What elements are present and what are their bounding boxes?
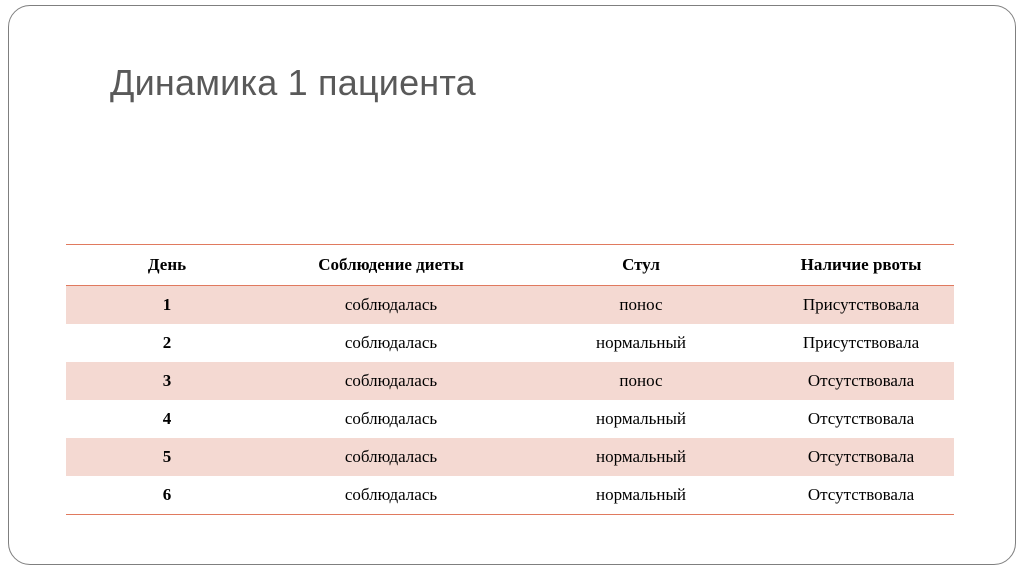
cell-diet: соблюдалась — [344, 409, 438, 428]
cell-vomit: Присутствовала — [802, 333, 920, 352]
cell-stool: нормальный — [595, 333, 687, 352]
patient-dynamics-table — [66, 244, 954, 515]
table-row — [66, 362, 954, 400]
table-row — [66, 400, 954, 438]
table-row — [66, 324, 954, 362]
table-row — [66, 286, 954, 325]
table-body — [66, 286, 954, 515]
cell-stool: понос — [619, 371, 663, 390]
cell-diet: соблюдалась — [344, 447, 438, 466]
cell-day: 2 — [162, 333, 172, 352]
cell-stool: нормальный — [595, 485, 687, 504]
cell-vomit: Отсутствовала — [807, 371, 915, 390]
header-stool: Стул — [622, 255, 660, 274]
header-diet: Соблюдение диеты — [318, 255, 464, 274]
cell-day: 3 — [162, 371, 172, 390]
cell-diet: соблюдалась — [344, 371, 438, 390]
cell-stool: нормальный — [595, 409, 687, 428]
table-row — [66, 438, 954, 476]
cell-vomit: Отсутствовала — [807, 409, 915, 428]
table-header — [66, 245, 954, 286]
cell-diet: соблюдалась — [344, 485, 438, 504]
cell-day: 6 — [162, 485, 172, 504]
cell-day: 1 — [162, 295, 172, 314]
cell-stool: понос — [619, 295, 663, 314]
cell-diet: соблюдалась — [344, 295, 438, 314]
cell-vomit: Отсутствовала — [807, 447, 915, 466]
header-day: День — [147, 255, 187, 274]
cell-vomit: Присутствовала — [802, 295, 920, 314]
table-header-row — [66, 245, 954, 286]
slide-title: Динамика 1 пациента — [110, 62, 476, 103]
cell-diet: соблюдалась — [344, 333, 438, 352]
cell-day: 4 — [162, 409, 172, 428]
cell-vomit: Отсутствовала — [807, 485, 915, 504]
cell-stool: нормальный — [595, 447, 687, 466]
cell-day: 5 — [162, 447, 172, 466]
header-vomit: Наличие рвоты — [800, 255, 922, 274]
table-row — [66, 476, 954, 515]
